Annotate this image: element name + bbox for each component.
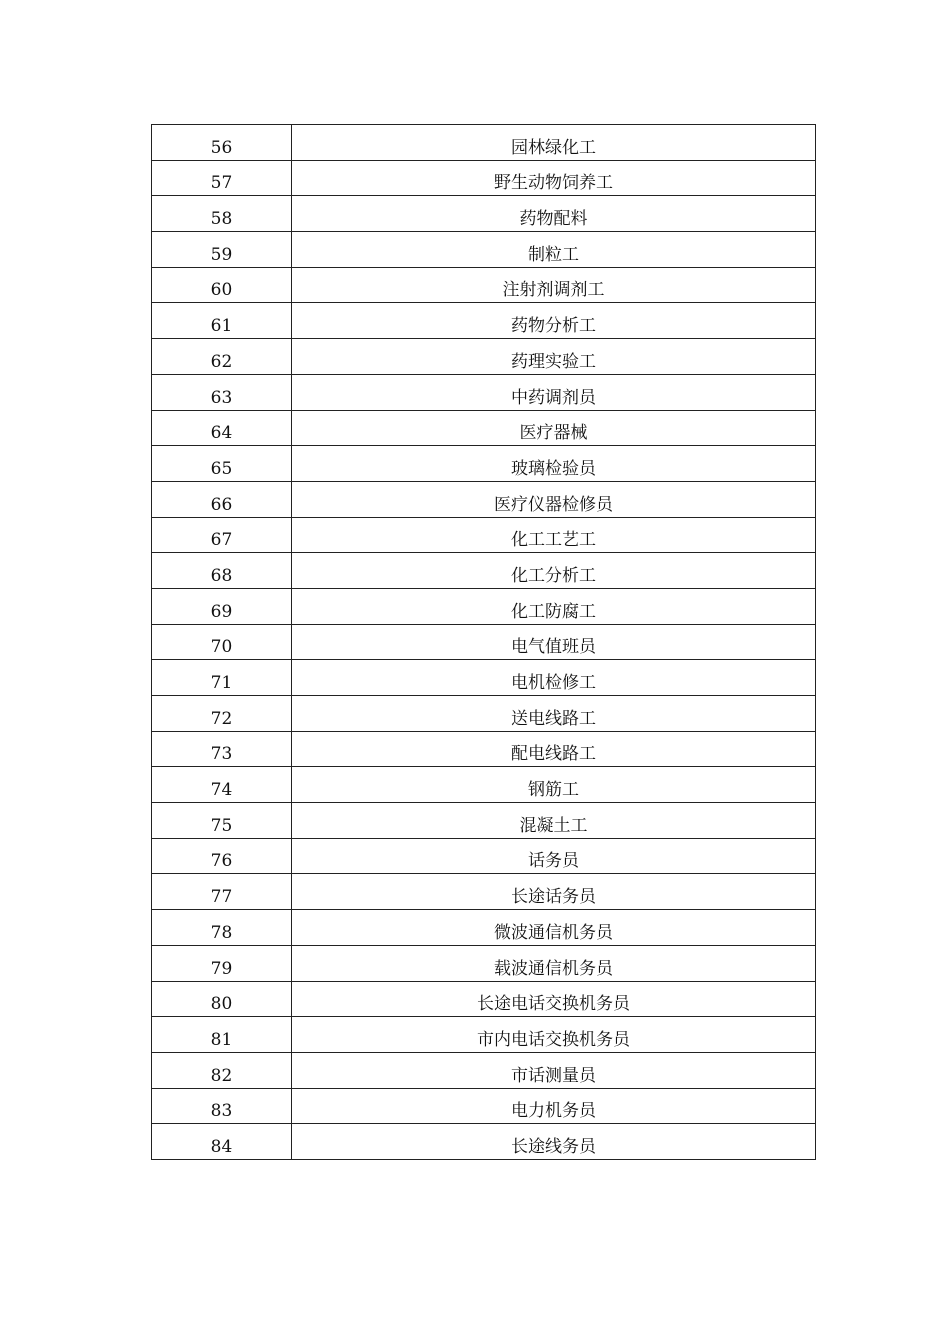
row-number: 60 <box>152 267 292 303</box>
table-row <box>152 196 816 232</box>
occupation-name: 送电线路工 <box>292 696 816 732</box>
occupation-name: 市话测量员 <box>292 1052 816 1088</box>
occupation-name: 注射剂调剂工 <box>292 267 816 303</box>
row-number: 72 <box>152 696 292 732</box>
row-number: 76 <box>152 838 292 874</box>
row-number: 69 <box>152 588 292 624</box>
occupation-name: 电力机务员 <box>292 1088 816 1124</box>
occupation-name: 医疗仪器检修员 <box>292 481 816 517</box>
table-row <box>152 803 816 839</box>
table-row <box>152 1017 816 1053</box>
occupation-name: 长途电话交换机务员 <box>292 981 816 1017</box>
occupation-name: 话务员 <box>292 838 816 874</box>
occupation-name: 长途线务员 <box>292 1124 816 1160</box>
table-row <box>152 624 816 660</box>
row-number: 84 <box>152 1124 292 1160</box>
row-number: 65 <box>152 446 292 482</box>
row-number: 82 <box>152 1052 292 1088</box>
table-row <box>152 517 816 553</box>
table-row <box>152 945 816 981</box>
table-row <box>152 1052 816 1088</box>
occupation-name: 化工工艺工 <box>292 517 816 553</box>
row-number: 70 <box>152 624 292 660</box>
table-row <box>152 410 816 446</box>
occupation-name: 长途话务员 <box>292 874 816 910</box>
row-number: 78 <box>152 910 292 946</box>
table-row <box>152 588 816 624</box>
row-number: 58 <box>152 196 292 232</box>
occupation-name: 钢筋工 <box>292 767 816 803</box>
table-row <box>152 731 816 767</box>
occupation-name: 电机检修工 <box>292 660 816 696</box>
occupation-table <box>151 124 816 1160</box>
row-number: 67 <box>152 517 292 553</box>
row-number: 64 <box>152 410 292 446</box>
table-row <box>152 267 816 303</box>
table-row <box>152 446 816 482</box>
occupation-name: 野生动物饲养工 <box>292 160 816 196</box>
row-number: 80 <box>152 981 292 1017</box>
row-number: 68 <box>152 553 292 589</box>
row-number: 74 <box>152 767 292 803</box>
occupation-name: 配电线路工 <box>292 731 816 767</box>
row-number: 62 <box>152 339 292 375</box>
occupation-name: 药理实验工 <box>292 339 816 375</box>
occupation-name: 化工防腐工 <box>292 588 816 624</box>
table-row <box>152 1124 816 1160</box>
occupation-name: 电气值班员 <box>292 624 816 660</box>
table-row <box>152 481 816 517</box>
table-row <box>152 339 816 375</box>
occupation-name: 混凝土工 <box>292 803 816 839</box>
row-number: 63 <box>152 374 292 410</box>
occupation-table-body <box>152 125 816 1160</box>
occupation-name: 药物配料 <box>292 196 816 232</box>
row-number: 79 <box>152 945 292 981</box>
occupation-name: 园林绿化工 <box>292 125 816 161</box>
occupation-name: 玻璃检验员 <box>292 446 816 482</box>
row-number: 75 <box>152 803 292 839</box>
occupation-name: 药物分析工 <box>292 303 816 339</box>
table-row <box>152 232 816 268</box>
row-number: 81 <box>152 1017 292 1053</box>
table-row <box>152 303 816 339</box>
row-number: 61 <box>152 303 292 339</box>
row-number: 83 <box>152 1088 292 1124</box>
row-number: 73 <box>152 731 292 767</box>
table-row <box>152 910 816 946</box>
row-number: 59 <box>152 232 292 268</box>
row-number: 56 <box>152 125 292 161</box>
table-row <box>152 1088 816 1124</box>
table-row <box>152 125 816 161</box>
table-row <box>152 767 816 803</box>
row-number: 57 <box>152 160 292 196</box>
table-row <box>152 696 816 732</box>
occupation-name: 市内电话交换机务员 <box>292 1017 816 1053</box>
table-row <box>152 838 816 874</box>
row-number: 77 <box>152 874 292 910</box>
table-row <box>152 660 816 696</box>
table-row <box>152 874 816 910</box>
occupation-name: 医疗器械 <box>292 410 816 446</box>
occupation-name: 载波通信机务员 <box>292 945 816 981</box>
table-row <box>152 160 816 196</box>
table-row <box>152 981 816 1017</box>
occupation-name: 化工分析工 <box>292 553 816 589</box>
table-row <box>152 374 816 410</box>
occupation-name: 制粒工 <box>292 232 816 268</box>
row-number: 66 <box>152 481 292 517</box>
table-row <box>152 553 816 589</box>
occupation-name: 微波通信机务员 <box>292 910 816 946</box>
occupation-name: 中药调剂员 <box>292 374 816 410</box>
row-number: 71 <box>152 660 292 696</box>
